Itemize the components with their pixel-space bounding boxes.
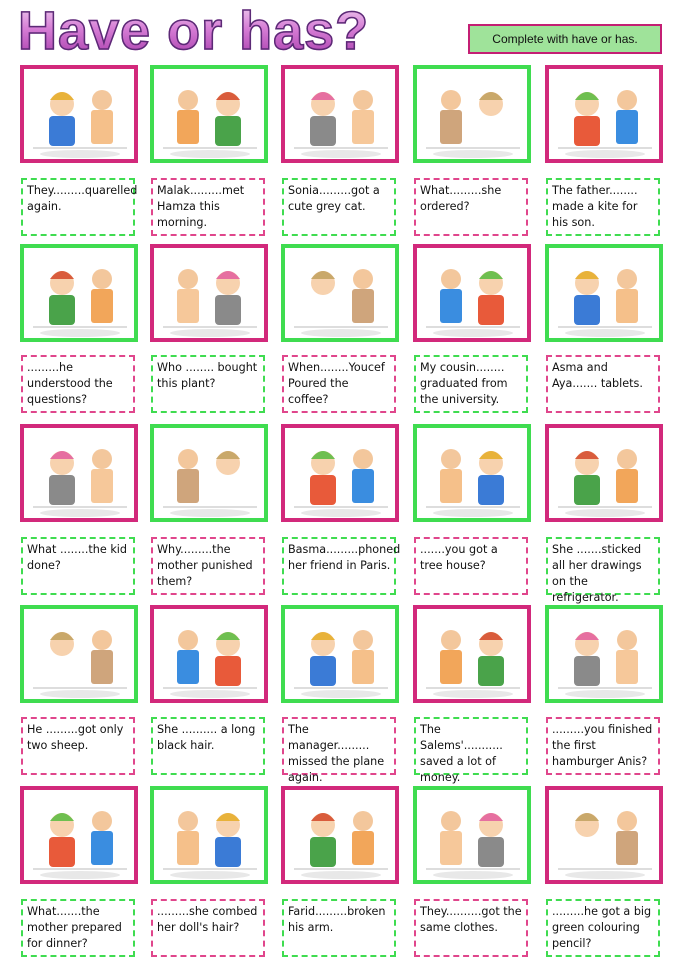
picture-frame [281,424,399,522]
boy-broken-arm-icon [288,793,394,879]
picture-frame [150,65,268,163]
picture-frame [545,244,663,342]
sentence-text: She .......sticked all her drawings on the refrigerator. [546,537,660,595]
sentence-text: What.......the mother prepared for dinner? [21,899,135,957]
picture-frame [20,244,138,342]
sentence-text: The Salems'........... saved a lot of money. [414,717,528,775]
boys-fighting-icon [27,72,133,158]
sentence-text: She .......... a long black hair. [151,717,265,775]
picture-frame [150,424,268,522]
picture-frame [545,786,663,884]
sentence-text: They.........quarelled again. [21,178,135,236]
mother-scolding-icon [157,431,263,517]
running-man-plane-icon [288,612,394,698]
mother-child-icon [27,431,133,517]
boy-pencil-icon [552,793,658,879]
picture-frame [545,605,663,703]
picture-frame [150,244,268,342]
picture-frame [413,424,531,522]
picture-frame [20,65,138,163]
sentence-text: My cousin........ graduated from the university. [414,355,528,413]
sentence-text: The manager......... missed the plane again. [282,717,396,775]
sentence-text: Asma and Aya....... tablets. [546,355,660,413]
sentence-text: Malak.........met Hamza this morning. [151,178,265,236]
sentence-text: .......you got a tree house? [414,537,528,595]
family-dinner-icon [27,793,133,879]
sentence-text: When........Youcef Poured the coffee? [282,355,396,413]
sentence-text: .........you finished the first hamburger Anis? [546,717,660,775]
picture-frame [150,605,268,703]
sentence-text: What ........the kid done? [21,537,135,595]
picture-frame [20,605,138,703]
picture-frame [150,786,268,884]
picture-frame [413,65,531,163]
sentence-text: .........she combed her doll's hair? [151,899,265,957]
woman-plant-icon [157,251,263,337]
picture-frame [545,424,663,522]
page-title: Have or has? [18,0,458,62]
graduate-wheelchair-icon [420,251,526,337]
man-office-desk-icon [288,251,394,337]
picture-frame [413,786,531,884]
girl-with-cat-icon [288,72,394,158]
boy-test-icon [27,251,133,337]
sentence-text: They..........got the same clothes. [414,899,528,957]
picture-frame [281,65,399,163]
sentence-text: Farid.........broken his arm. [282,899,396,957]
instruction-box: Complete with have or has. [468,24,662,54]
picture-frame [545,65,663,163]
sentence-text: .........he got a big green colouring pencil? [546,899,660,957]
girl-doll-icon [157,793,263,879]
shepherd-sheep-icon [27,612,133,698]
waiter-restaurant-icon [420,72,526,158]
refrigerator-icon [552,431,658,517]
sentence-text: .........he understood the questions? [21,355,135,413]
picture-frame [281,786,399,884]
sentence-text: The father........ made a kite for his son. [546,178,660,236]
sentence-text: Sonia.........got a cute grey cat. [282,178,396,236]
picture-frame [281,605,399,703]
sentence-text: Basma.........phoned her friend in Paris. [282,537,396,595]
picture-frame [281,244,399,342]
picture-frame [413,605,531,703]
picture-frame [413,244,531,342]
girl-phone-icon [288,431,394,517]
sentence-text: He .........got only two sheep. [21,717,135,775]
picture-frame [20,424,138,522]
tree-house-icon [420,431,526,517]
boy-hamburger-icon [552,612,658,698]
picture-frame [20,786,138,884]
girls-same-clothes-icon [420,793,526,879]
woman-long-hair-icon [157,612,263,698]
couple-money-icon [420,612,526,698]
sentence-text: Who ........ bought this plant? [151,355,265,413]
sentence-text: What.........she ordered? [414,178,528,236]
kite-flying-icon [552,72,658,158]
two-kids-icon [157,72,263,158]
sentence-text: Why.........the mother punished them? [151,537,265,595]
girls-tablets-icon [552,251,658,337]
